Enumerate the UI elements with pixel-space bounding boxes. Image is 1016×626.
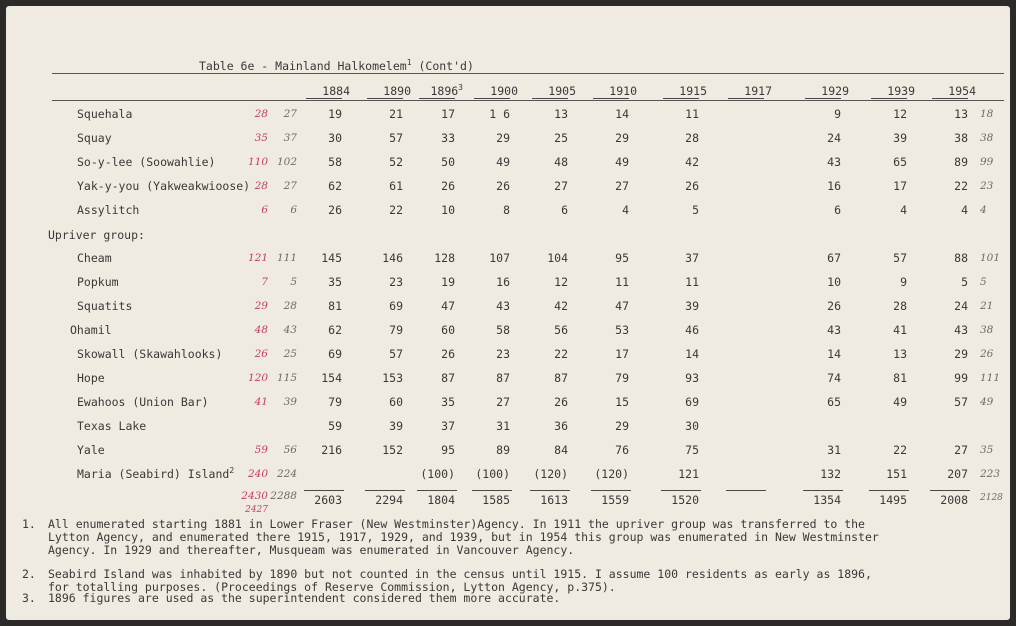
table-cell: 27 — [615, 179, 629, 193]
row-label: Cheam — [77, 251, 112, 265]
total-rule — [304, 490, 344, 491]
table-cell: 89 — [954, 155, 968, 169]
table-cell: 39 — [893, 131, 907, 145]
table-cell: 11 — [615, 275, 629, 289]
table-cell: 16 — [827, 179, 841, 193]
year-underline — [593, 98, 629, 99]
table-cell: 31 — [496, 419, 510, 433]
pencil-annotation: 23 — [980, 180, 994, 192]
document-page — [6, 6, 1010, 620]
pencil-annotation: 49 — [980, 396, 994, 408]
table-cell: 24 — [954, 299, 968, 313]
table-cell: 207 — [947, 467, 968, 481]
table-title: Table 6e - Mainland Halkomelem$^1$ (Cont'd) — [199, 58, 474, 73]
table-cell: (100) — [420, 467, 455, 481]
table-cell: 28 — [685, 131, 699, 145]
table-cell: 58 — [496, 323, 510, 337]
total-rule — [365, 490, 405, 491]
table-cell: 216 — [321, 443, 342, 457]
table-cell: 65 — [893, 155, 907, 169]
year-underline — [474, 98, 510, 99]
table-cell: 23 — [389, 275, 403, 289]
pencil-annotation: 6 — [290, 204, 297, 216]
year-header: 1954 — [948, 84, 976, 98]
table-cell: 62 — [328, 323, 342, 337]
table-cell: 19 — [328, 107, 342, 121]
year-header: 1939 — [887, 84, 915, 98]
table-cell: 29 — [615, 419, 629, 433]
total-rule — [726, 490, 766, 491]
table-cell: 4 — [961, 203, 968, 217]
year-underline — [932, 98, 968, 99]
pencil-annotation: 29 — [254, 300, 268, 312]
pencil-annotation: 115 — [276, 372, 297, 384]
pencil-annotation: 21 — [980, 300, 994, 312]
table-cell: 88 — [954, 251, 968, 265]
table-cell: 39 — [389, 419, 403, 433]
table-cell: 6 — [834, 203, 841, 217]
pencil-annotation: 111 — [980, 372, 1001, 384]
table-cell: 43 — [496, 299, 510, 313]
total-rule — [661, 490, 701, 491]
year-header: 1910 — [609, 84, 637, 98]
pencil-annotation: 5 — [980, 276, 987, 288]
pencil-annotation: 101 — [980, 252, 1001, 264]
total-rule — [803, 490, 843, 491]
pencil-annotation: 28 — [283, 300, 297, 312]
row-label: Squatits — [77, 299, 133, 313]
table-cell: 16 — [496, 275, 510, 289]
total-rule — [530, 490, 570, 491]
group-label: Upriver group: — [48, 228, 145, 242]
pencil-total: 2430 — [241, 490, 268, 502]
table-cell: 152 — [382, 443, 403, 457]
table-cell: 25 — [554, 131, 568, 145]
year-underline — [728, 98, 764, 99]
table-cell: 41 — [893, 323, 907, 337]
year-header: 1915 — [679, 84, 707, 98]
table-cell: 79 — [389, 323, 403, 337]
pencil-annotation: 4 — [980, 204, 987, 216]
table-cell: 38 — [954, 131, 968, 145]
pencil-annotation: 7 — [261, 276, 268, 288]
table-cell: 26 — [441, 347, 455, 361]
table-cell: 27 — [554, 179, 568, 193]
table-cell: 57 — [893, 251, 907, 265]
table-cell: 5 — [692, 203, 699, 217]
table-cell: 23 — [496, 347, 510, 361]
table-cell: 29 — [954, 347, 968, 361]
table-cell: 76 — [615, 443, 629, 457]
year-underline — [367, 98, 403, 99]
table-cell: 47 — [615, 299, 629, 313]
year-underline — [419, 98, 455, 99]
table-cell: 4 — [622, 203, 629, 217]
year-header: 1905 — [548, 84, 576, 98]
table-cell: 57 — [389, 347, 403, 361]
table-cell: 93 — [685, 371, 699, 385]
table-cell: (120) — [594, 467, 629, 481]
table-cell: 1 6 — [489, 107, 510, 121]
pencil-annotation: 6 — [261, 204, 268, 216]
row-label: Popkum — [77, 275, 119, 289]
table-cell: 84 — [554, 443, 568, 457]
row-label: Squay — [77, 131, 112, 145]
table-cell: 24 — [827, 131, 841, 145]
table-cell: 37 — [441, 419, 455, 433]
footnote-number: 1. — [22, 517, 36, 531]
table-cell: 154 — [321, 371, 342, 385]
table-cell: (120) — [533, 467, 568, 481]
total-cell: 2603 — [314, 493, 342, 507]
total-cell: 1613 — [540, 493, 568, 507]
table-cell: 75 — [685, 443, 699, 457]
footnote-line: 1896 figures are used as the superintendent considered them more accurate. — [48, 591, 561, 605]
table-cell: 5 — [961, 275, 968, 289]
table-cell: 145 — [321, 251, 342, 265]
table-cell: 46 — [685, 323, 699, 337]
table-cell: 61 — [389, 179, 403, 193]
header-rule-top — [52, 73, 1004, 74]
total-rule — [869, 490, 909, 491]
table-cell: 6 — [561, 203, 568, 217]
table-cell: 87 — [554, 371, 568, 385]
table-cell: 67 — [827, 251, 841, 265]
table-cell: 9 — [900, 275, 907, 289]
total-cell: 1559 — [601, 493, 629, 507]
table-cell: 26 — [685, 179, 699, 193]
year-underline — [306, 98, 342, 99]
table-cell: 22 — [389, 203, 403, 217]
pencil-annotation: 26 — [254, 348, 268, 360]
table-cell: 43 — [954, 323, 968, 337]
table-cell: 47 — [441, 299, 455, 313]
table-cell: 69 — [685, 395, 699, 409]
pencil-annotation: 43 — [283, 324, 297, 336]
table-cell: 13 — [954, 107, 968, 121]
table-cell: 15 — [615, 395, 629, 409]
pencil-annotation: 5 — [290, 276, 297, 288]
table-cell: 27 — [496, 395, 510, 409]
table-cell: 35 — [328, 275, 342, 289]
table-cell: 13 — [554, 107, 568, 121]
table-cell: 26 — [328, 203, 342, 217]
total-cell: 1804 — [427, 493, 455, 507]
year-header: 1884 — [322, 84, 350, 98]
table-cell: 107 — [489, 251, 510, 265]
pencil-total: 2128 — [980, 493, 1003, 503]
total-cell: 1520 — [671, 493, 699, 507]
total-cell: 1585 — [482, 493, 510, 507]
pencil-annotation: 121 — [247, 252, 268, 264]
row-label: Yak-y-you (Yakweakwioose) — [77, 179, 251, 193]
table-cell: 60 — [441, 323, 455, 337]
pencil-annotation: 99 — [980, 156, 994, 168]
table-cell: 153 — [382, 371, 403, 385]
footnote-line: All enumerated starting 1881 in Lower Fraser (New Westminster)Agency. In 1911 the upriver group was transferred to the — [48, 517, 865, 531]
table-cell: 10 — [441, 203, 455, 217]
year-header: 1890 — [383, 84, 411, 98]
table-cell: 81 — [328, 299, 342, 313]
year-underline — [532, 98, 568, 99]
table-cell: 89 — [496, 443, 510, 457]
table-cell: 35 — [441, 395, 455, 409]
pencil-total: 2288 — [270, 490, 297, 502]
pencil-annotation: 18 — [980, 108, 994, 120]
footnote-line: Agency. In 1929 and thereafter, Musqueam was enumerated in Vancouver Agency. — [48, 543, 575, 557]
table-cell: 14 — [685, 347, 699, 361]
year-underline — [871, 98, 907, 99]
table-cell: 31 — [827, 443, 841, 457]
table-cell: 81 — [893, 371, 907, 385]
pencil-annotation: 28 — [254, 108, 268, 120]
footnote-number: 2. — [22, 567, 36, 581]
table-cell: 26 — [496, 179, 510, 193]
table-cell: 87 — [496, 371, 510, 385]
total-rule — [591, 490, 631, 491]
total-cell: 1354 — [813, 493, 841, 507]
table-cell: 28 — [893, 299, 907, 313]
pencil-annotation: 26 — [980, 348, 994, 360]
row-label: Ohamil — [70, 323, 112, 337]
row-label: Texas Lake — [77, 419, 147, 433]
table-cell: 49 — [615, 155, 629, 169]
table-cell: 87 — [441, 371, 455, 385]
table-cell: 39 — [685, 299, 699, 313]
table-cell: 22 — [554, 347, 568, 361]
table-cell: 29 — [496, 131, 510, 145]
table-cell: 42 — [685, 155, 699, 169]
pencil-annotation: 224 — [276, 468, 297, 480]
table-cell: 43 — [827, 155, 841, 169]
table-cell: 53 — [615, 323, 629, 337]
table-cell: (100) — [475, 467, 510, 481]
header-rule-bottom — [52, 100, 1004, 101]
table-cell: 8 — [503, 203, 510, 217]
table-cell: 36 — [554, 419, 568, 433]
pencil-annotation: 27 — [283, 180, 297, 192]
row-label: Skowall (Skawahlooks) — [77, 347, 223, 361]
table-cell: 17 — [615, 347, 629, 361]
table-cell: 95 — [615, 251, 629, 265]
year-underline — [805, 98, 841, 99]
pencil-annotation: 25 — [283, 348, 297, 360]
table-cell: 146 — [382, 251, 403, 265]
pencil-annotation: 27 — [283, 108, 297, 120]
table-cell: 52 — [389, 155, 403, 169]
table-cell: 22 — [954, 179, 968, 193]
table-cell: 69 — [389, 299, 403, 313]
year-header: 1917 — [744, 84, 772, 98]
table-cell: 59 — [328, 419, 342, 433]
row-label: Squehala — [77, 107, 133, 121]
pencil-annotation: 102 — [276, 156, 297, 168]
table-cell: 79 — [615, 371, 629, 385]
row-label: So-y-lee (Soowahlie) — [77, 155, 216, 169]
table-cell: 17 — [893, 179, 907, 193]
table-cell: 95 — [441, 443, 455, 457]
footnote-line: for totalling purposes. (Proceedings of Reserve Commission, Lytton Agency, p.375). — [48, 580, 616, 594]
total-rule — [930, 490, 970, 491]
table-cell: 22 — [893, 443, 907, 457]
year-underline — [663, 98, 699, 99]
pencil-total: 2427 — [245, 505, 268, 515]
table-cell: 26 — [554, 395, 568, 409]
table-cell: 26 — [441, 179, 455, 193]
table-cell: 11 — [685, 275, 699, 289]
pencil-annotation: 120 — [247, 372, 268, 384]
table-cell: 49 — [893, 395, 907, 409]
table-cell: 151 — [886, 467, 907, 481]
pencil-annotation: 35 — [980, 444, 994, 456]
table-cell: 17 — [441, 107, 455, 121]
year-header: 1900 — [490, 84, 518, 98]
table-cell: 62 — [328, 179, 342, 193]
total-cell: 2008 — [940, 493, 968, 507]
pencil-annotation: 56 — [283, 444, 297, 456]
pencil-annotation: 240 — [247, 468, 268, 480]
table-cell: 132 — [820, 467, 841, 481]
pencil-annotation: 39 — [283, 396, 297, 408]
table-cell: 26 — [827, 299, 841, 313]
pencil-annotation: 59 — [254, 444, 268, 456]
row-label: Maria (Seabird) Island$^2$ — [77, 466, 235, 481]
pencil-annotation: 111 — [276, 252, 297, 264]
table-cell: 13 — [893, 347, 907, 361]
table-cell: 128 — [434, 251, 455, 265]
total-cell: 1495 — [879, 493, 907, 507]
table-cell: 42 — [554, 299, 568, 313]
pencil-annotation: 48 — [254, 324, 268, 336]
table-cell: 19 — [441, 275, 455, 289]
table-cell: 12 — [554, 275, 568, 289]
row-footnote-marker: 2 — [229, 466, 235, 475]
table-cell: 21 — [389, 107, 403, 121]
table-cell: 69 — [328, 347, 342, 361]
footnote-number: 3. — [22, 591, 36, 605]
table-cell: 30 — [685, 419, 699, 433]
year-footnote-marker: 3 — [458, 83, 463, 92]
row-label: Ewahoos (Union Bar) — [77, 395, 209, 409]
table-cell: 27 — [954, 443, 968, 457]
table-cell: 104 — [547, 251, 568, 265]
pencil-annotation: 110 — [247, 156, 268, 168]
table-cell: 57 — [389, 131, 403, 145]
table-cell: 14 — [615, 107, 629, 121]
pencil-annotation: 28 — [254, 180, 268, 192]
pencil-annotation: 41 — [254, 396, 268, 408]
table-cell: 43 — [827, 323, 841, 337]
table-cell: 12 — [893, 107, 907, 121]
pencil-annotation: 37 — [283, 132, 297, 144]
table-cell: 50 — [441, 155, 455, 169]
row-label: Hope — [77, 371, 105, 385]
table-cell: 4 — [900, 203, 907, 217]
year-header: 1896$^3$ — [430, 83, 463, 98]
table-cell: 49 — [496, 155, 510, 169]
pencil-annotation: 38 — [980, 324, 994, 336]
row-label: Assylitch — [77, 203, 140, 217]
table-cell: 79 — [328, 395, 342, 409]
total-rule — [472, 490, 512, 491]
table-cell: 10 — [827, 275, 841, 289]
table-cell: 74 — [827, 371, 841, 385]
table-cell: 37 — [685, 251, 699, 265]
table-cell: 11 — [685, 107, 699, 121]
table-cell: 48 — [554, 155, 568, 169]
table-cell: 65 — [827, 395, 841, 409]
footnote-line: Seabird Island was inhabited by 1890 but not counted in the census until 1915. I assume 100 residents as early as 1896, — [48, 567, 872, 581]
year-header: 1929 — [821, 84, 849, 98]
table-cell: 9 — [834, 107, 841, 121]
table-cell: 56 — [554, 323, 568, 337]
table-cell: 29 — [615, 131, 629, 145]
table-cell: 99 — [954, 371, 968, 385]
table-cell: 58 — [328, 155, 342, 169]
footnote-line: Lytton Agency, and enumerated there 1915, 1917, 1929, and 1939, but in 1954 this group was enumerated in New Westminster — [48, 530, 879, 544]
total-rule — [417, 490, 457, 491]
table-cell: 60 — [389, 395, 403, 409]
pencil-annotation: 35 — [254, 132, 268, 144]
pencil-annotation: 223 — [980, 468, 1001, 480]
table-cell: 121 — [678, 467, 699, 481]
table-cell: 30 — [328, 131, 342, 145]
row-label: Yale — [77, 443, 105, 457]
table-cell: 14 — [827, 347, 841, 361]
total-cell: 2294 — [375, 493, 403, 507]
pencil-annotation: 38 — [980, 132, 994, 144]
table-cell: 33 — [441, 131, 455, 145]
table-cell: 57 — [954, 395, 968, 409]
